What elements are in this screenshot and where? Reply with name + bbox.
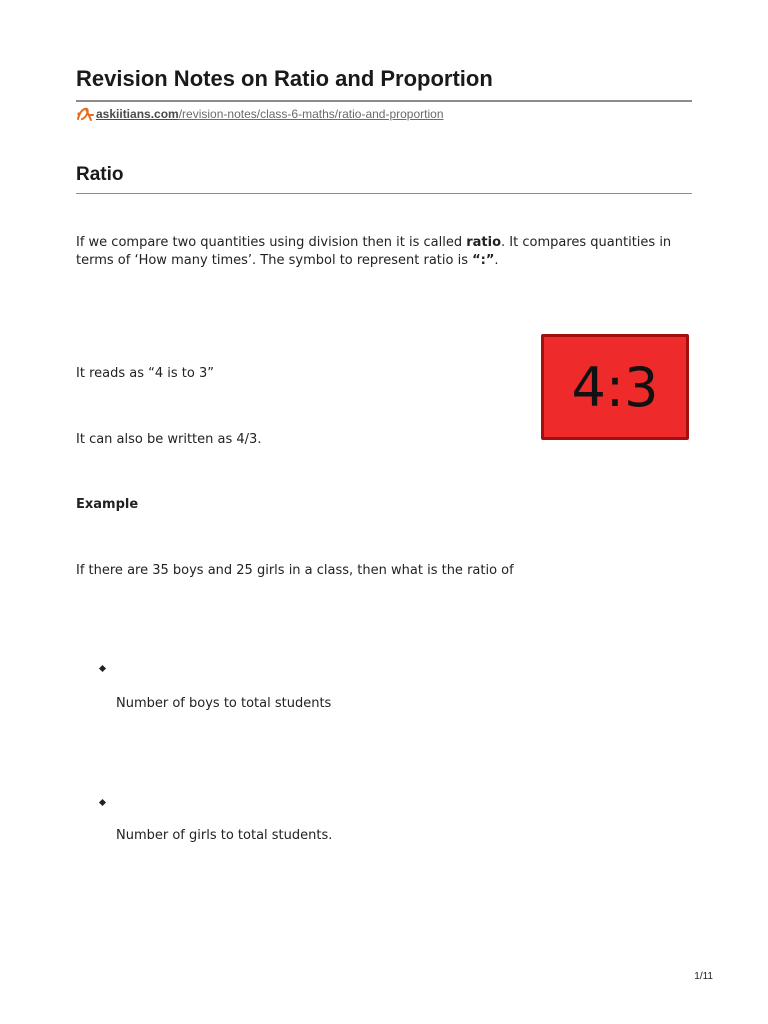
title-divider (76, 100, 692, 102)
list-item: Number of boys to total students (116, 696, 332, 711)
example-heading: Example (76, 497, 139, 512)
bullet-marker (99, 665, 106, 672)
section-divider (76, 193, 692, 194)
ratio-definition-paragraph: If we compare two quantities using division then it is called ratio. It compares quantities in terms of ‘How many times’. The symbol to represent ratio is “:”. (76, 235, 672, 268)
list-item: Number of girls to total students. (116, 828, 333, 843)
term-ratio: ratio (466, 235, 502, 250)
source-path[interactable]: /revision-notes/class-6-maths/ratio-and-proportion (178, 107, 444, 121)
ratio-symbol: “:” (472, 253, 495, 268)
ratio-figure-text: 4:3 (571, 355, 659, 419)
source-domain[interactable]: askiitians.com (96, 107, 179, 121)
bullet-marker (99, 799, 106, 806)
page-title: Revision Notes on Ratio and Proportion (76, 66, 493, 91)
section-heading-ratio: Ratio (76, 164, 124, 185)
ratio-figure (541, 334, 689, 440)
reads-as-text: It reads as “4 is to 3” (76, 366, 214, 381)
source-link[interactable] (76, 106, 444, 122)
written-as-text: It can also be written as 4/3. (76, 432, 262, 447)
page-number: 1/11 (694, 971, 713, 982)
example-text: If there are 35 boys and 25 girls in a class, then what is the ratio of (76, 563, 514, 578)
askiitians-logo-icon (76, 106, 94, 122)
